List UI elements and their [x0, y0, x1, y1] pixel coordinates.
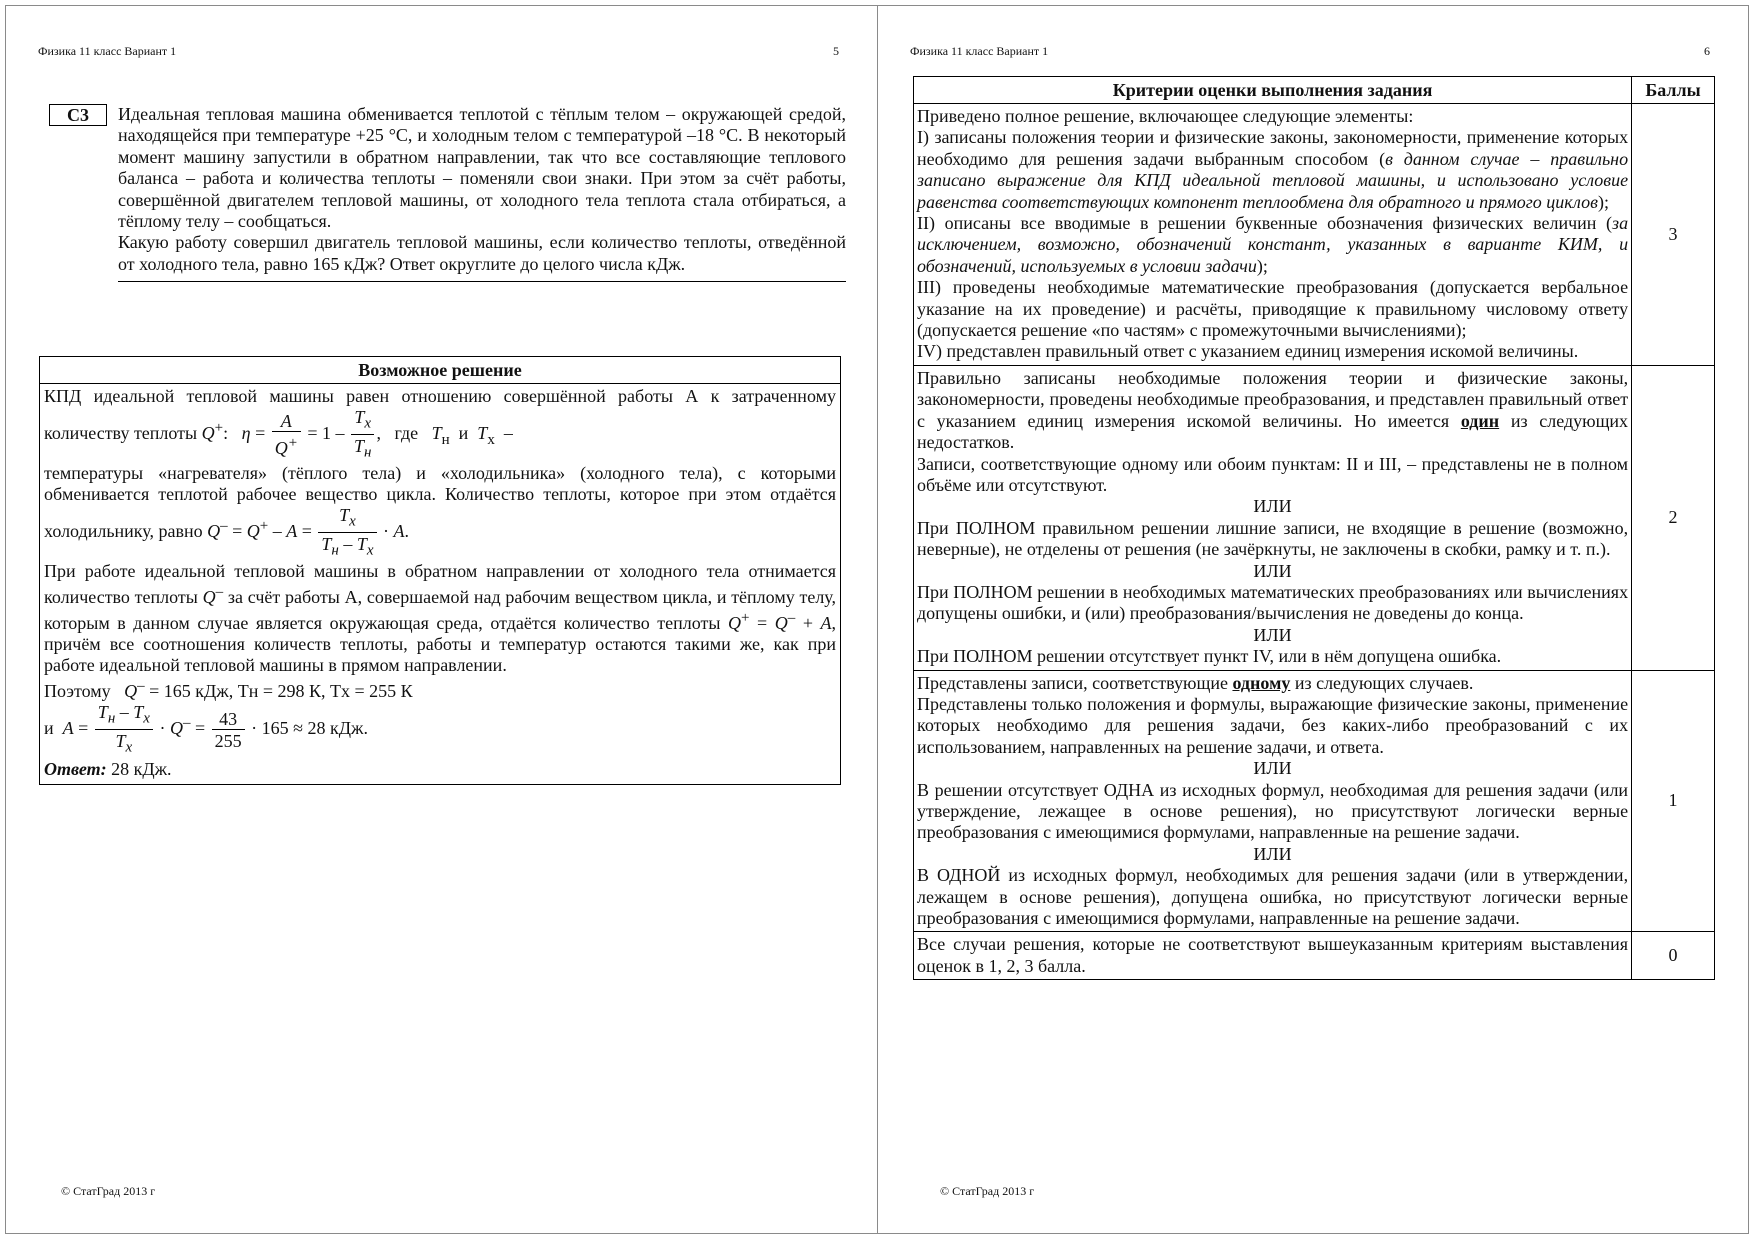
page-header-title: Физика 11 класс Вариант 1 — [38, 44, 177, 58]
solution-heading: Возможное решение — [40, 357, 840, 384]
formula-fraction: $\frac{T_х}{T_н}$ — [351, 407, 374, 463]
table-row — [914, 104, 1715, 366]
criteria-cell: Представлены записи, соответствующие одному из следующих случаев. Представлены только положения и формулы, выражающие физические законы, применение которых необходимо для решения задачи, без каких-либо преобразований с их использованием, направленных на решение задачи, и ответа. ИЛИ В решении отсутствует ОДНА из исходных формул, необходимая для решения задачи (или утверждение, лежащее в основе решения), но присутствуют логически верные преобразования с имеющимися формулами, направленные на решение задачи. ИЛИ В ОДНОЙ из исходных формул, необходимых для решения задачи (или в утверждении, лежащем в основе решения), допущена ошибка, но присутствуют логически верные преобразования с имеющимися формулами, направленные на решение задачи. — [914, 670, 1632, 932]
task-paragraph: Идеальная тепловая машина обменивается теплотой с тёплым телом – окружающей средой, находящейся при температуре +25 °С, и холодным телом с температурой –18 °С. В некоторый момент машину запустили в обратном направлении, так что все составляющие теплового баланса – работа и количества теплоты – поменяли свои знаки. При этом за счёт работы, совершённой двигателем тепловой машины, от холодного тела теплота стала отбираться, а тёплому телу – сообщаться. — [118, 104, 846, 232]
criteria-cell: Все случаи решения, которые не соответствуют вышеуказанным критериям выставления оценок в 1, 2, 3 балла. — [914, 932, 1632, 980]
page-header-title: Физика 11 класс Вариант 1 — [910, 44, 1049, 58]
column-header-points: Баллы — [1632, 77, 1715, 104]
page-number: 5 — [833, 44, 839, 58]
possible-solution-box — [39, 356, 841, 785]
or-separator: ИЛИ — [1253, 624, 1292, 645]
or-separator: ИЛИ — [1253, 496, 1292, 517]
formula-fraction: $\frac{А}{Q^+}$ — [272, 411, 301, 459]
answer-value: 28 кДж. — [111, 758, 172, 779]
points-cell: 2 — [1632, 365, 1715, 670]
or-separator: ИЛИ — [1253, 560, 1292, 581]
formula-fraction: $\frac{T_н - T_х}{T_х}$ — [95, 702, 153, 758]
table-row — [914, 932, 1715, 980]
points-cell: 3 — [1632, 104, 1715, 366]
task-text — [118, 104, 846, 282]
points-cell: 1 — [1632, 670, 1715, 932]
criteria-cell: Правильно записаны необходимые положения теории и физические законы, закономерности, проведены необходимые преобразования, и представлен правильный ответ с указанием единиц измерения искомой величины. Но имеется один из следующих недостатков. Записи, соответствующие одному или обоим пунктам: II и III, – представлены не в полном объёме или отсутствуют. ИЛИ При ПОЛНОМ правильном решении лишние записи, не входящие в решение (возможно, неверные), не отделены от решения (не зачёркнуты, не заключены в скобки, рамку и т. п.). ИЛИ При ПОЛНОМ решении в необходимых математических преобразованиях или вычислениях допущены ошибки, и (или) преобразования/вычисления не доведены до конца. ИЛИ При ПОЛНОМ решении отсутствует пункт IV, или в нём допущена ошибка. — [914, 365, 1632, 670]
page-footer: © СтатГрад 2013 г — [61, 1184, 156, 1198]
column-header-criteria: Критерии оценки выполнения задания — [914, 77, 1632, 104]
solution-paragraph-efficiency: КПД идеальной тепловой машины равен отношению совершённой работы А к затраченному количеству теплоты Q+: η = $\frac{А}{Q^+}$ = 1 – $\frac{T_х}{T_н}$ , где $T_н$ и $T_х$ – — [44, 386, 836, 463]
task-c3 — [38, 104, 846, 282]
task-question: Какую работу совершил двигатель тепловой машины, если количество теплоты, отведённой от холодного тела, равно 165 кДж? Ответ округлите до целого числа кДж. — [118, 232, 846, 274]
solution-paragraph-cold-heat: температуры «нагревателя» (тёплого тела) и «холодильника» (холодного тела), с которыми обменивается теплотой рабочее вещество цикла. Количество теплоты, которое при этом отдаётся холодильнику, равно Q– = Q+ – A = $\frac{T_х}{T_н - T_х}$ · A. — [44, 463, 836, 561]
solution-paragraph-reverse: При работе идеальной тепловой машины в обратном направлении от холодного тела отнимается количество теплоты Q– за счёт работы А, совершаемой над рабочим веществом цикла, и тёплому телу, которым в данном случае является окружающая среда, отдаётся количество теплоты Q+ = Q– + A, причём все соотношения количеств теплоты, работы и температур остаются такими же, как при работе идеальной тепловой машины в прямом направлении. — [44, 561, 837, 676]
points-cell: 0 — [1632, 932, 1715, 980]
solution-answer — [44, 759, 836, 780]
page-6 — [877, 5, 1749, 1234]
solution-result: и A = $\frac{T_н - T_х}{T_х}$ · Q– = $\frac{43}{255}$ · 165 ≈ 28 кДж. — [44, 702, 836, 758]
formula-fraction: $\frac{T_х}{T_н - T_х}$ — [318, 505, 376, 561]
criteria-table — [913, 76, 1715, 980]
page-5 — [5, 5, 878, 1234]
formula-fraction: $\frac{43}{255}$ — [212, 709, 245, 752]
criteria-cell: Приведено полное решение, включающее следующие элементы: I) записаны положения теории и физические законы, закономерности, применение которых необходимо для решения задачи выбранным способом (в данном случае – правильно записано выражение для КПД идеальной тепловой машины, и использовано условие равенства соответствующих компонент теплообмена для обратного и прямого циклов); II) описаны все вводимые в решении буквенные обозначения физических величин (за исключением, возможно, обозначений констант, указанных в варианте КИМ, и обозначений, используемых в условии задачи); III) проведены необходимые математические преобразования (допускается вербальное указание на их проведение) и расчёты, приводящие к правильному числовому ответу (допускается решение «по частям» с промежуточными вычислениями); IV) представлен правильный ответ с указанием единиц измерения искомой величины. — [914, 104, 1632, 366]
or-separator: ИЛИ — [1253, 843, 1292, 864]
table-header-row — [914, 77, 1715, 104]
or-separator: ИЛИ — [1253, 758, 1292, 779]
table-row — [914, 670, 1715, 932]
task-label: С3 — [49, 104, 107, 126]
answer-label: Ответ: — [44, 758, 107, 779]
table-row — [914, 365, 1715, 670]
solution-body — [40, 384, 840, 784]
solution-values: Поэтому Q– = 165 кДж, Tн = 298 К, Tх = 255 К — [44, 678, 413, 702]
page-number: 6 — [1704, 44, 1710, 58]
page-footer: © СтатГрад 2013 г — [940, 1184, 1035, 1198]
